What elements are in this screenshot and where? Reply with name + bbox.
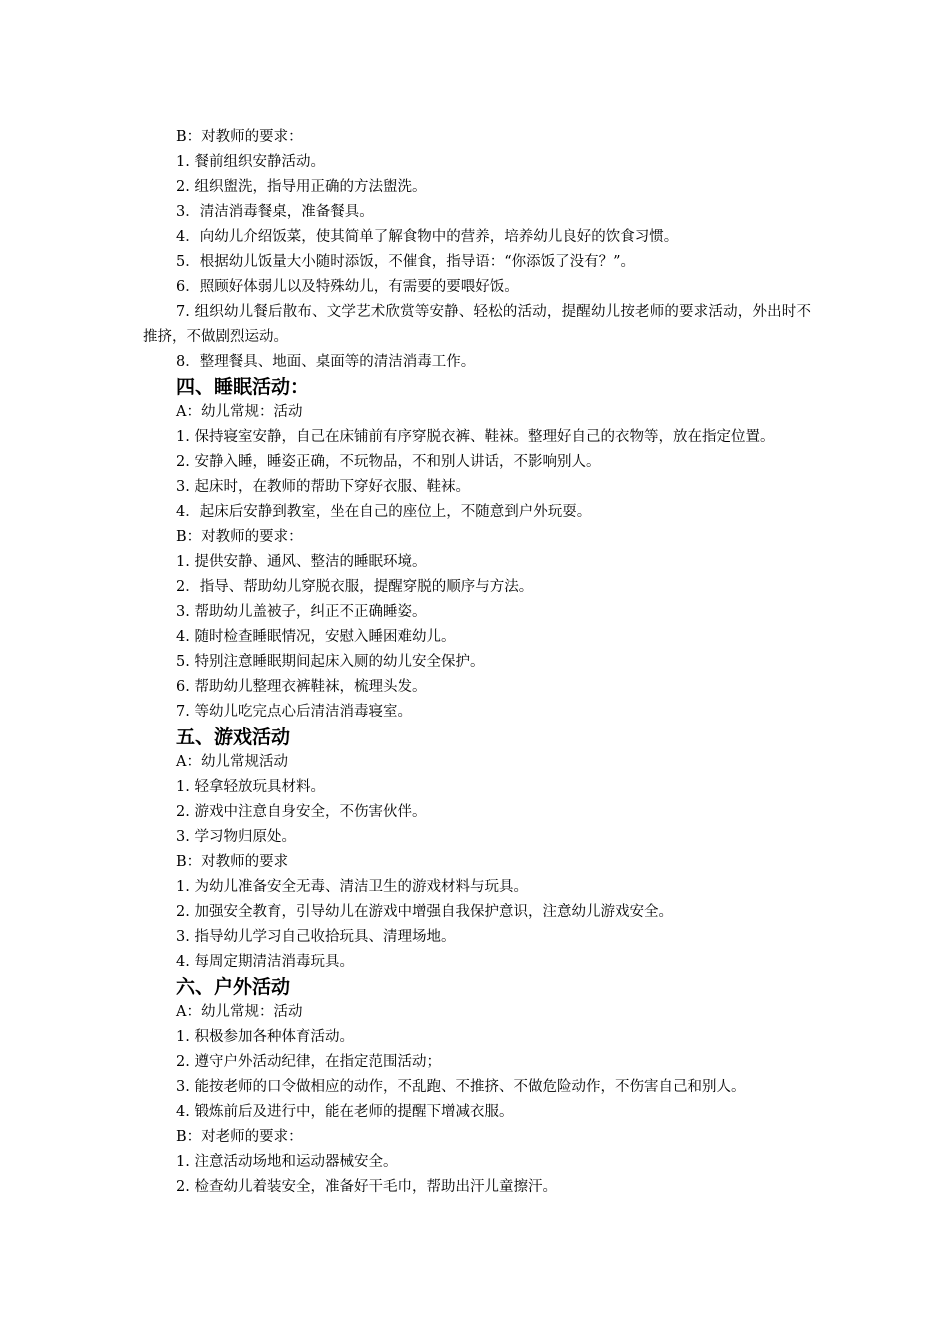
section-heading-outdoor: 六、户外活动: [176, 976, 291, 998]
list-item: 4. 锻炼前后及进行中，能在老师的提醒下增减衣服。: [176, 1104, 514, 1120]
list-item: 2. 加强安全教育，引导幼儿在游戏中增强自我保护意识，注意幼儿游戏安全。: [176, 904, 673, 920]
list-item: 2. 遵守户外活动纪律，在指定范围活动；: [176, 1054, 441, 1070]
list-item: 6．照顾好体弱儿以及特殊幼儿，有需要的要喂好饭。: [176, 279, 519, 295]
list-item: 3. 学习物归原处。: [176, 829, 296, 845]
list-item: 1. 注意活动场地和运动器械安全。: [176, 1154, 398, 1170]
list-item: 4. 随时检查睡眠情况，安慰入睡困难幼儿。: [176, 629, 456, 645]
list-item: 1. 轻拿轻放玩具材料。: [176, 779, 325, 795]
list-item: 1. 提供安静、通风、整洁的睡眠环境。: [176, 554, 427, 570]
child-routine-label: A：幼儿常规：活动: [176, 1004, 303, 1020]
teacher-requirements-label: B：对老师的要求：: [176, 1129, 303, 1145]
list-item: 1. 积极参加各种体育活动。: [176, 1029, 354, 1045]
list-item: 1. 为幼儿准备安全无毒、清洁卫生的游戏材料与玩具。: [176, 879, 528, 895]
list-item: 2．指导、帮助幼儿穿脱衣服，提醒穿脱的顺序与方法。: [176, 579, 534, 595]
teacher-requirements-label: B：对教师的要求：: [176, 129, 303, 145]
list-item: 3．清洁消毒餐桌，准备餐具。: [176, 204, 374, 220]
child-routine-label: A：幼儿常规活动: [176, 754, 288, 770]
teacher-requirements-label: B：对教师的要求: [176, 854, 289, 870]
list-item: 6. 帮助幼儿整理衣裤鞋袜，梳理头发。: [176, 679, 427, 695]
list-item: 1. 保持寝室安静，自己在床铺前有序穿脱衣裤、鞋袜。整理好自己的衣物等，放在指定位置。: [176, 429, 775, 445]
section-heading-games: 五、游戏活动: [176, 726, 291, 748]
document-body: [143, 125, 811, 1200]
section-heading-sleep: 四、睡眠活动：: [176, 376, 310, 398]
list-item: 4．起床后安静到教室，坐在自己的座位上，不随意到户外玩耍。: [176, 504, 592, 520]
child-routine-label: A：幼儿常规：活动: [176, 404, 303, 420]
list-item: 5. 特别注意睡眠期间起床入厕的幼儿安全保护。: [176, 654, 485, 670]
list-item: 3. 能按老师的口令做相应的动作，不乱跑、不推挤、不做危险动作，不伤害自己和别人。: [176, 1079, 746, 1095]
list-item: 7. 等幼儿吃完点心后清洁消毒寝室。: [176, 704, 412, 720]
list-item: 1. 餐前组织安静活动。: [176, 154, 325, 170]
list-item: 8．整理餐具、地面、桌面等的清洁消毒工作。: [176, 354, 476, 370]
list-item: 5．根据幼儿饭量大小随时添饭，不催食，指导语：“你添饭了没有？”。: [176, 254, 636, 270]
list-item: 4. 每周定期清洁消毒玩具。: [176, 954, 354, 970]
list-item: 2. 游戏中注意自身安全，不伤害伙伴。: [176, 804, 427, 820]
list-item: 3. 指导幼儿学习自己收拾玩具、清理场地。: [176, 929, 456, 945]
list-item: 2. 安静入睡，睡姿正确，不玩物品，不和别人讲话，不影响别人。: [176, 454, 601, 470]
list-item: 3. 帮助幼儿盖被子，纠正不正确睡姿。: [176, 604, 427, 620]
teacher-requirements-label: B：对教师的要求：: [176, 529, 303, 545]
list-item: 7. 组织幼儿餐后散布、文学艺术欣赏等安静、轻松的活动，提醒幼儿按老师的要求活动，外出时不推挤，不做剧烈运动。: [143, 304, 811, 345]
list-item: 3. 起床时，在教师的帮助下穿好衣服、鞋袜。: [176, 479, 470, 495]
list-item: 2. 检查幼儿着装安全，准备好干毛巾，帮助出汗儿童擦汗。: [176, 1179, 557, 1195]
list-item: 2. 组织盥洗，指导用正确的方法盥洗。: [176, 179, 427, 195]
list-item: 4．向幼儿介绍饭菜，使其简单了解食物中的营养，培养幼儿良好的饮食习惯。: [176, 229, 679, 245]
